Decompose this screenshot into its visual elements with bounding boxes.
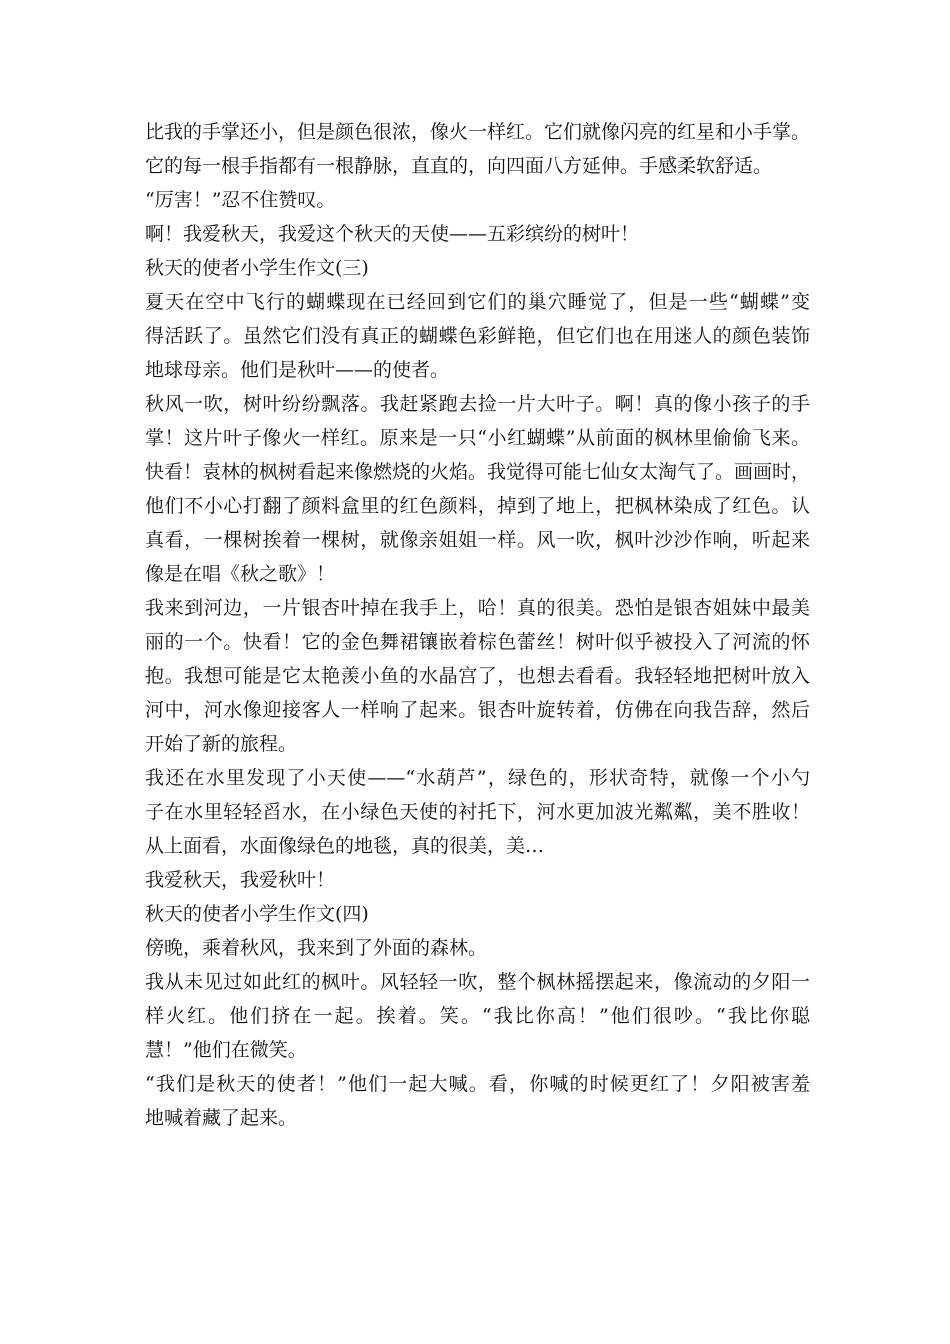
text-line: 子在水里轻轻舀水，在小绿色天使的衬托下，河水更加波光粼粼，美不胜收！: [145, 801, 810, 823]
text-line: 河中，河水像迎接客人一样响了起来。银杏叶旋转着，仿佛在向我告辞，然后: [145, 699, 810, 721]
text-line: “我们是秋天的使者！”他们一起大喊。看，你喊的时候更红了！夕阳被害羞: [145, 1073, 810, 1095]
text-line: 我还在水里发现了小天使——“水葫芦”，绿色的，形状奇特，就像一个小勺: [145, 767, 810, 789]
text-line: 抱。我想可能是它太艳羡小鱼的水晶宫了，也想去看看。我轻轻地把树叶放入: [145, 665, 810, 687]
text-line: 它的每一根手指都有一根静脉，直直的，向四面八方延伸。手感柔软舒适。: [145, 155, 773, 177]
text-line: 我从未见过如此红的枫叶。风轻轻一吹，整个枫林摇摆起来，像流动的夕阳一: [145, 971, 810, 993]
text-line: 真看，一棵树挨着一棵树，就像亲姐姐一样。风一吹，枫叶沙沙作响，听起来: [145, 529, 810, 551]
text-line: 秋风一吹，树叶纷纷飘落。我赶紧跑去捡一片大叶子。啊！真的像小孩子的手: [145, 393, 810, 415]
text-line: 我爱秋天，我爱秋叶！: [145, 869, 336, 891]
text-line: 得活跃了。虽然它们没有真正的蝴蝶色彩鲜艳，但它们也在用迷人的颜色装饰: [145, 325, 810, 347]
text-line: 他们不小心打翻了颜料盒里的红色颜料，掉到了地上，把枫林染成了红色。认: [145, 495, 810, 517]
text-line: 丽的一个。快看！它的金色舞裙镶嵌着棕色蕾丝！树叶似乎被投入了河流的怀: [145, 631, 810, 653]
document-body: [145, 115, 810, 1135]
text-line: 夏天在空中飞行的蝴蝶现在已经回到它们的巢穴睡觉了，但是一些“蝴蝶”变: [145, 291, 810, 313]
text-line: 样火红。他们挤在一起。挨着。笑。“我比你高！”他们很吵。“我比你聪: [145, 1005, 810, 1027]
text-line: 开始了新的旅程。: [145, 733, 298, 755]
text-line: 我来到河边，一片银杏叶掉在我手上，哈！真的很美。恐怕是银杏姐妹中最美: [145, 597, 810, 619]
text-line: 秋天的使者小学生作文(四): [145, 903, 369, 925]
text-line: “厉害！”忍不住赞叹。: [145, 189, 336, 211]
text-line: 秋天的使者小学生作文(三): [145, 257, 369, 279]
text-line: 慧！”他们在微笑。: [145, 1039, 307, 1061]
text-line: 傍晚，乘着秋风，我来到了外面的森林。: [145, 937, 488, 959]
text-line: 掌！这片叶子像火一样红。原来是一只“小红蝴蝶”从前面的枫林里偷偷飞来。: [145, 427, 810, 449]
text-line: 从上面看，水面像绿色的地毯，真的很美，美…: [145, 835, 545, 857]
text-line: 地球母亲。他们是秋叶——的使者。: [145, 359, 450, 381]
text-line: 比我的手掌还小，但是颜色很浓，像火一样红。它们就像闪亮的红星和小手掌。: [145, 121, 810, 143]
text-line: 像是在唱《秋之歌》！: [145, 563, 336, 585]
text-line: 啊！我爱秋天，我爱这个秋天的天使——五彩缤纷的树叶！: [145, 223, 640, 245]
text-line: 地喊着藏了起来。: [145, 1107, 298, 1129]
text-line: 快看！袁林的枫树看起来像燃烧的火焰。我觉得可能七仙女太淘气了。画画时，: [145, 461, 810, 483]
